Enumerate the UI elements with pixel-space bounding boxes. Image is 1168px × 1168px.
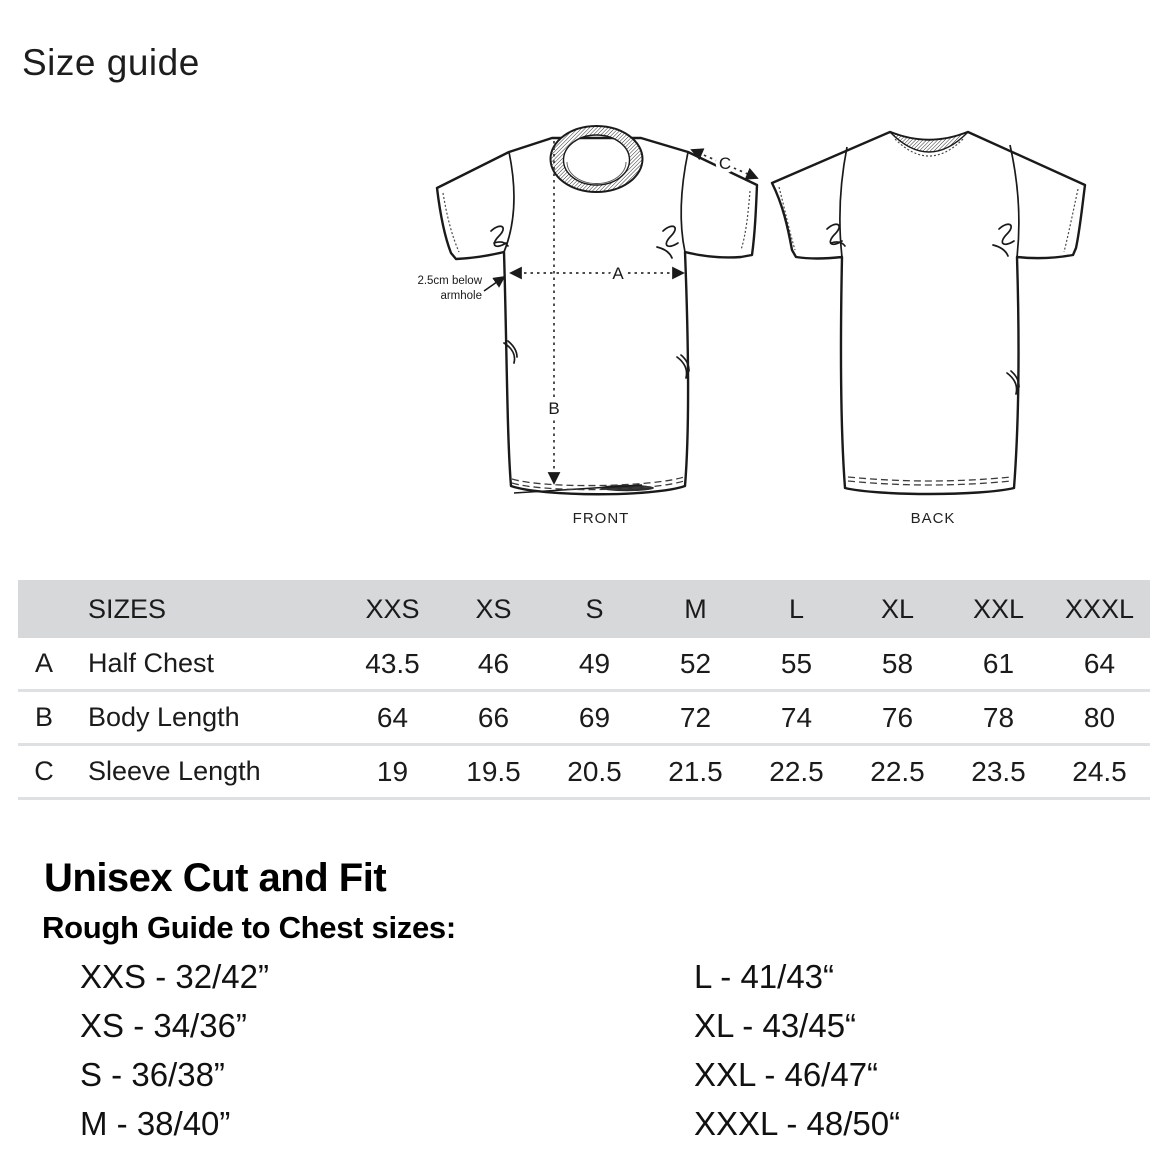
fit-guide-heading: Unisex Cut and Fit (44, 856, 387, 900)
cell-value: 19.5 (466, 755, 521, 787)
chest-size-item: XXL - 46/47“ (694, 1056, 879, 1093)
front-view-label: FRONT (572, 510, 630, 527)
cell-value: 64 (376, 701, 409, 733)
tshirt-diagram (395, 105, 1165, 540)
measure-label-c: C (718, 154, 732, 173)
cell-value: 22.5 (870, 755, 925, 787)
cell-value: 74 (780, 701, 813, 733)
measure-label-b: B (548, 399, 560, 418)
cell-value: 24.5 (1072, 755, 1127, 787)
header-sizes-label: SIZES (88, 593, 167, 624)
chest-size-item: S - 36/38” (80, 1056, 225, 1093)
cell-value: 19 (376, 755, 409, 787)
cell-value: 55 (780, 647, 813, 679)
chest-size-item: M - 38/40” (80, 1105, 231, 1142)
chest-size-item: XXS - 32/42” (80, 958, 269, 995)
cell-value: 80 (1083, 701, 1116, 733)
armhole-note-arrow (484, 277, 504, 291)
cell-value: 76 (881, 701, 914, 733)
cell-value: 58 (881, 647, 914, 679)
back-shirt-body (772, 132, 1085, 494)
row-label: Half Chest (88, 648, 215, 678)
size-table (18, 580, 1150, 800)
measure-label-a: A (612, 264, 624, 283)
header-col-m: M (684, 593, 707, 624)
page-title: Size guide (22, 42, 200, 83)
header-col-s: S (585, 593, 604, 624)
row-letter: B (34, 702, 53, 732)
header-col-xxs: XXS (365, 593, 420, 624)
cell-value: 61 (982, 647, 1015, 679)
header-col-xl: XL (880, 593, 915, 624)
table-row-sleeve-length (18, 746, 1150, 800)
chest-sizes-right-column (694, 952, 900, 1148)
row-letter: C (34, 756, 54, 786)
row-label: Body Length (88, 702, 240, 732)
cell-value: 66 (477, 701, 510, 733)
chest-size-item: XL - 43/45“ (694, 1007, 857, 1044)
chest-sizes-left-column (80, 952, 269, 1148)
cell-value: 69 (578, 701, 611, 733)
cell-value: 72 (679, 701, 712, 733)
table-row-half-chest (18, 638, 1150, 692)
cell-value: 22.5 (769, 755, 824, 787)
row-letter: A (34, 648, 53, 678)
cell-value: 52 (679, 647, 712, 679)
cell-value: 78 (982, 701, 1015, 733)
cell-value: 46 (477, 647, 510, 679)
cell-value: 64 (1083, 647, 1116, 679)
fit-guide-subheading: Rough Guide to Chest sizes: (42, 910, 456, 945)
header-col-xxxl: XXXL (1064, 593, 1135, 624)
cell-value: 20.5 (567, 755, 622, 787)
header-col-l: L (788, 593, 805, 624)
back-view-label: BACK (910, 510, 956, 527)
size-table-header (18, 580, 1150, 638)
front-shirt (437, 126, 757, 494)
back-shirt (772, 132, 1085, 494)
chest-size-item: L - 41/43“ (694, 958, 835, 995)
armhole-note-line1: 2.5cm below (417, 275, 482, 287)
table-row-body-length (18, 692, 1150, 746)
cell-value: 21.5 (668, 755, 723, 787)
header-col-xxl: XXL (972, 593, 1025, 624)
cell-value: 23.5 (971, 755, 1026, 787)
armhole-note-line2: armhole (440, 290, 482, 302)
chest-size-item: XS - 34/36” (80, 1007, 247, 1044)
header-col-xs: XS (475, 593, 512, 624)
cell-value: 43.5 (365, 647, 420, 679)
cell-value: 49 (578, 647, 611, 679)
chest-size-item: XXXL - 48/50“ (694, 1105, 901, 1142)
row-label: Sleeve Length (88, 756, 261, 786)
